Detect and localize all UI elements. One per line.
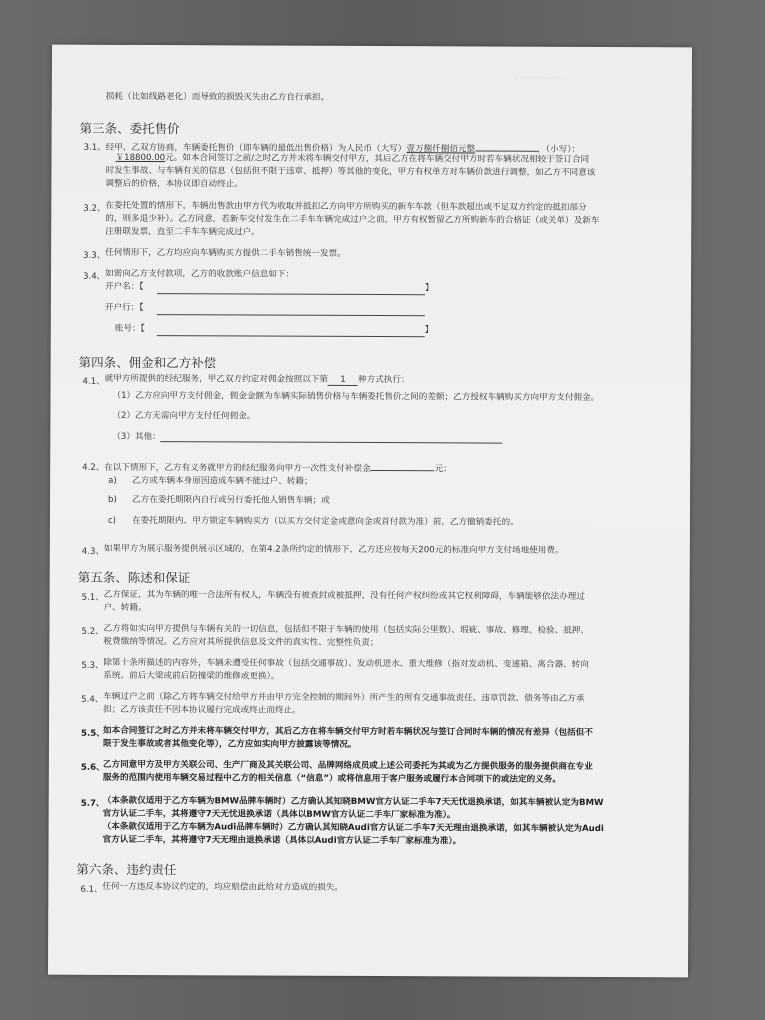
clause-3-1-line2: ￥18800.00元。如本合同签订之前/之时乙方并未将车辆交付甲方，其后乙方在将车辆交付甲方时若车辆状况相较于签订合同 <box>106 154 590 165</box>
clause-3-2-line1: 在委托处置的情形下，车辆出售款由甲方代为收取并抵扣乙方向甲方所购买的新车车款（但车款超出或不足双方约定的抵扣部分 <box>105 200 587 213</box>
clause-5-7-line4: 官方认证二手车，其将遵守7天无理由退换承诺（具体以Audi官方认证二手车厂家标准为准）。 <box>102 834 462 847</box>
clause-5-6-line1: 乙方同意甲方及甲方关联公司、生产厂商及其关联公司、品牌网络成员或上述公司委托为其或为乙方提供服务的服务提供商在专业 <box>102 759 593 772</box>
clause-3-2-number: 3.2、 <box>83 203 106 214</box>
commission-option-3: （3）其他： <box>112 431 161 443</box>
clause-4-2-number: 4.2、 <box>82 462 105 473</box>
carryover-text: 损耗（比如线路老化）而导致的损毁灭失由乙方自行承担。 <box>105 91 330 103</box>
clause-3-1-line4: 调整后的价格，本协议即自动终止。 <box>105 178 243 190</box>
clause-5-5-line2: 限于发生事故或者其他变化等），乙方应如实向甲方披露该等情况。 <box>102 738 357 750</box>
clause-5-7-line2: 官方认证二手车，其将遵守7天无忧退换承诺（具体以BMW官方认证二手车厂家标准为准）。 <box>102 808 456 821</box>
clause-3-2-line3: 注册联发票，直至二手车车辆完成过户。 <box>105 226 260 238</box>
clause-5-2-line1: 乙方将如实向甲方提供与车辆有关的一切信息，包括但不限于车辆的使用（包括实际公里数）、瑕疵、事故、修理、检验、抵押、 <box>103 623 590 636</box>
bleed-through-marks: ㄱ ᅳ ᅳ ᅳ <box>506 70 565 85</box>
clause-4-2-b: 乙方在委托期限内自行或另行委托他人销售车辆；或 <box>132 494 330 506</box>
commission-option-1: （1）乙方应向甲方支付佣金，佣金金额为车辆实际销售价格与车辆委托售价之间的差额；乙方授权车辆购买方向甲方支付佣金。 <box>112 390 600 403</box>
section5-heading: 第五条、陈述和保证 <box>77 569 191 586</box>
account-number-line <box>157 335 425 337</box>
clause-4-2-c: 在委托期限内、甲方锁定车辆购买方（以买方交付定金或意向金或首付款为准）前，乙方撤销委托的。 <box>131 515 519 528</box>
clause-4-1-number: 4.1、 <box>82 376 105 387</box>
clause-4-2-line1: 在以下情形下，乙方有义务就甲方的经纪服务向甲方一次性支付补偿金 元： <box>104 462 452 475</box>
clause-5-7-line1: （本条款仅适用于乙方车辆为BMW品牌车辆时）乙方确认其知晓BMW官方认证二手车7天无忧退换承诺，如其车辆被认定为BMW <box>102 795 604 809</box>
clause-3-3-line1: 任何情形下，乙方均应向车辆购买方提供二手车销售统一发票。 <box>105 247 346 259</box>
clause-5-1-line2: 户、转籍。 <box>103 602 147 614</box>
clause-5-1-line1: 乙方保证，其为车辆的唯一合法所有权人，车辆没有被查封或被抵押、没有任何产权纠纷或其它权利障碍，车辆能够依法办理过 <box>103 589 585 602</box>
clause-5-1-number: 5.1、 <box>81 592 104 603</box>
contract-page <box>48 45 692 978</box>
account-name-line <box>157 293 425 295</box>
clause-5-3-line2: 系统、前后大梁或前后防撞梁的维修或更换）。 <box>103 670 280 682</box>
clause-3-2-line2: 的，则多退少补）。乙方同意，若新车交付发生在二手车车辆完成过户之前，甲方有权暂留乙方所购新车的合格证（或关单）及新车 <box>105 213 600 226</box>
clause-4-2-c-label: c) <box>107 515 117 526</box>
clause-4-2-b-label: b) <box>108 494 117 505</box>
account-name-close: 】 <box>424 283 434 294</box>
account-bank-line <box>157 314 425 316</box>
clause-5-4-line1: 车辆过户之前（除乙方将车辆交付给甲方并由甲方完全控制的期间外）所产生的所有交通事故责任、违章罚款、债务等由乙方承 <box>103 691 585 704</box>
clause-5-7-number: 5.7、 <box>80 798 105 809</box>
clause-5-4-line2: 担；乙方该责任不因本协议履行完成或终止而终止。 <box>103 704 301 716</box>
commission-other-line <box>160 441 502 443</box>
clause-5-4-number: 5.4、 <box>81 694 104 705</box>
price-uppercase-line <box>475 142 537 151</box>
clause-5-2-number: 5.2、 <box>81 626 104 637</box>
section3-heading: 第三条、委托售价 <box>79 120 180 137</box>
clause-5-3-line1: 除第十条所描述的内容外，车辆未遭受任何事故（包括交通事故）、发动机进水、重大维修（指对发动机、变速箱、离合器、转向 <box>103 657 589 670</box>
commission-option-2: （2）乙方无需向甲方支付任何佣金。 <box>112 410 256 422</box>
account-bank-label: 开户行：【 <box>104 302 144 314</box>
compensation-amount-line <box>371 462 435 471</box>
clause-4-2-a-label: a) <box>108 475 117 486</box>
clause-4-1-line1: 就甲方所提供的经纪服务，甲乙双方约定对佣金按照以下第 1 种方式执行： <box>104 373 410 386</box>
account-number-label: 账号：【 <box>114 323 145 335</box>
clause-6-1-number: 6.1、 <box>80 884 103 895</box>
price-uppercase: 壹万捌仟捌佰元整 <box>406 144 476 155</box>
price-lowercase: ￥18800.00 <box>115 152 166 164</box>
clause-6-1-line1: 任何一方违反本协议约定的，均应赔偿由此给对方造成的损失。 <box>102 881 344 893</box>
account-name-label: 开户名：【 <box>104 281 144 293</box>
commission-option-choice: 1 <box>328 376 358 386</box>
clause-5-6-line2: 服务的范围内使用车辆交易过程中乙方的相关信息（“信息”）或将信息用于客户服务或履行本合同项下的或法定的义务。 <box>102 772 562 785</box>
clause-4-3-number: 4.3、 <box>81 546 105 557</box>
account-number-close: 】 <box>424 325 434 336</box>
clause-5-5-number: 5.5、 <box>81 728 105 739</box>
clause-3-4-line1: 如需向乙方支付款项，乙方的收款账户信息如下： <box>105 268 295 280</box>
clause-3-4-number: 3.4、 <box>82 271 106 282</box>
clause-5-5-line1: 如本合同签订之时乙方并未将车辆交付甲方，其后乙方在将车辆交付甲方时若车辆状况与签订合同时车辆的情况有差异（包括但不 <box>103 725 593 738</box>
clause-5-7-line3: （本条款仅适用于乙方车辆为Audi品牌车辆时）乙方确认其知晓Audi官方认证二手车7天无理由退换承诺，如其车辆被认定为Audi <box>102 821 604 835</box>
clause-5-6-number: 5.6、 <box>80 762 105 773</box>
section6-heading: 第六条、违约责任 <box>76 861 177 878</box>
clause-4-2-a: 乙方或车辆本身原因造成车辆不能过户、转籍； <box>132 475 313 487</box>
clause-3-1-line3: 时发生事故、与车辆有关的信息（包括但不限于违章、抵押）等其他的变化，甲方有权单方对车辆价款进行调整，如乙方不同意该 <box>105 165 596 178</box>
clause-5-3-number: 5.3、 <box>81 660 104 671</box>
clause-5-2-line2: 税费缴纳等情况。乙方应对其所提供信息及文件的真实性、完整性负责； <box>103 636 379 649</box>
clause-4-3-line1: 如果甲方为展示服务提供展示区域的，在第4.2条所约定的情形下，乙方还应按每天200元的标准向甲方支付场地使用费。 <box>103 543 564 556</box>
clause-3-1-line1: 经甲、乙双方协商，车辆委托售价（即车辆的最低出售价格）为人民币（大写）壹万捌仟捌佰元整 ，（小写）： <box>105 142 581 155</box>
section4-heading: 第四条、佣金和乙方补偿 <box>78 354 217 371</box>
clause-3-3-number: 3.3、 <box>83 250 106 261</box>
clause-3-1-number: 3.1、 <box>83 142 106 153</box>
